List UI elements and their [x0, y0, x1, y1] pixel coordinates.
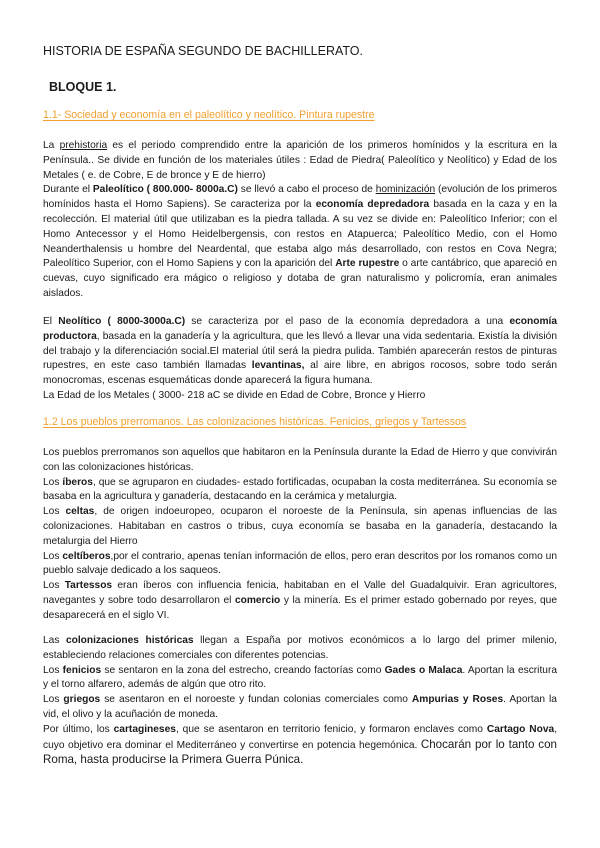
neolitico-term: Neolítico ( 8000-3000a.C) — [58, 316, 186, 327]
section-2-paragraph-group-b — [43, 634, 557, 769]
prehistoria-term: prehistoria — [59, 140, 108, 151]
section-2-heading: 1.2 Los pueblos prerromanos. Las colonizaciones históricas. Fenicios, griegos y Tartessos — [43, 416, 467, 428]
celtiberos-paragraph: Los celtíberos,por el contrario, apenas tenían información de ellos, pero eran descritos por los romanos como un pueblo salvaje dedicado a los saqueos. — [43, 550, 557, 577]
fenicios-paragraph: Los fenicios se sentaron en la zona del estrecho, creando factorías como Gades o Malaca. Aportan la escritura y el torno alfarero, además de algún que otro rito. — [43, 664, 558, 691]
paleolitico-term: Paleolítico ( 800.000- 8000a.C) — [92, 184, 238, 196]
prerromanos-intro: Los pueblos prerromanos son aquellos que habitaron en la Península durante la Edad de Hierro y que convivirán con las colonizaciones históricas. — [43, 447, 557, 473]
tartessos-paragraph: Los Tartessos eran íberos con influencia fenicia, habitaban en el Valle del Guadalquivir. Eran agricultores, navegantes y sobre todo desarrollaron el comercio y la minería. Es el primer estado gobernado por reyes, que desaparecerá en el siglo VI. — [43, 580, 557, 621]
bloque-heading: BLOQUE 1. — [49, 80, 117, 94]
prehistoria-paragraph: La prehistoria es el periodo comprendido entre la aparición de los primeros homínidos y la escritura en la Península.. Se divide en función de los materiales útiles : Edad de Piedra( Paleolítico y Neolítico) y Edad de los Metales ( e. de Cobre, E de bronce y E de hierro) — [43, 140, 557, 181]
cartagineses-paragraph: Por último, los cartagineses, que se asentaron en territorio fenicio, y formaron enclaves como Cartago Nova, cuyo objetivo era dominar el Mediterráneo y convertirse en potencia hegemónica. Chocarán por lo tanto con Roma, hasta producirse la Primera Guerra Púnica. — [43, 723, 558, 767]
hominizacion-term: hominización — [375, 184, 436, 196]
section-1-heading: 1.1- Sociedad y economía en el paleolítico y neolítico. Pintura rupestre — [43, 109, 375, 121]
iberos-paragraph: Los íberos, que se agruparon en ciudades- estado fortificadas, ocupaban la costa mediterránea. Su economía se basaba en la agricultura y ganadería, destacando en la cerámica y metalurgia. — [43, 476, 557, 503]
section-1-paragraph-group-b — [43, 315, 557, 404]
paleolitico-paragraph: Durante el Paleolítico ( 800.000- 8000a.C) se llevó a cabo el proceso de hominización (evolución de los primeros homínidos hasta el Homo Sapiens). Se caracteriza por la economía depredadora basada en la caza y en la recolección. El material útil que utilizaban es la piedra tallada. A su vez se divide en: Paleolítico Inferior; con el Homo Antecessor y el Homo Heidelbergensis, con restos en Atapuerca; Paleolítico Medio, con el Homo Neanderthalensis u hombre del Neardental, que estaba algo más desarrollado, con restos en Cova Negra; Paleolítico Superior, con el Homo Sapiens y con la aparición del Arte rupestre o arte cantábrico, que apareció en cuevas, cuyo significado era mágico o religioso y dotaba de gran naturalismo y policromía, eran animales aislados. — [43, 184, 558, 299]
griegos-paragraph: Los griegos se asentaron en el noroeste y fundan colonias comerciales como Ampurias y Roses. Aportan la vid, el olivo y la acuñación de moneda. — [43, 694, 557, 720]
document-title: HISTORIA DE ESPAÑA SEGUNDO DE BACHILLERATO. — [43, 44, 363, 58]
celtas-paragraph: Los celtas, de origen indoeuropeo, ocuparon el noroeste de la Península, sin apenas influencias de las colonizaciones. Habitaban en castros o tribus, cuya economía se basaba en la ganadería, destacando la metalurgia del Hierro — [43, 506, 557, 547]
section-1-paragraph-group-a — [43, 139, 557, 302]
section-2-paragraph-group-a — [43, 446, 557, 624]
neolitico-paragraph: El Neolítico ( 8000-3000a.C) se caracteriza por el paso de la economía depredadora a una economía productora, basada en la ganadería y la agricultura, que les llevó a llevar una vida sedentaria. Existía la división del trabajo y la diferenciación social.El material útil será la piedra pulida. También aparecerán restos de pinturas rupestres, en este caso también llamadas levantinas, al aire libre, en abrigos rocosos, sobre todo serán monocromas, escenas esquemáticas donde aparecerá la figura humana. — [43, 316, 558, 387]
metales-paragraph: La Edad de los Metales ( 3000- 218 aC se divide en Edad de Cobre, Bronce y Hierro — [43, 389, 426, 401]
colonizaciones-paragraph: Las colonizaciones históricas llegan a España por motivos económicos a lo largo del primer milenio, estableciendo relaciones comerciales con diferentes potencias. — [43, 635, 557, 661]
